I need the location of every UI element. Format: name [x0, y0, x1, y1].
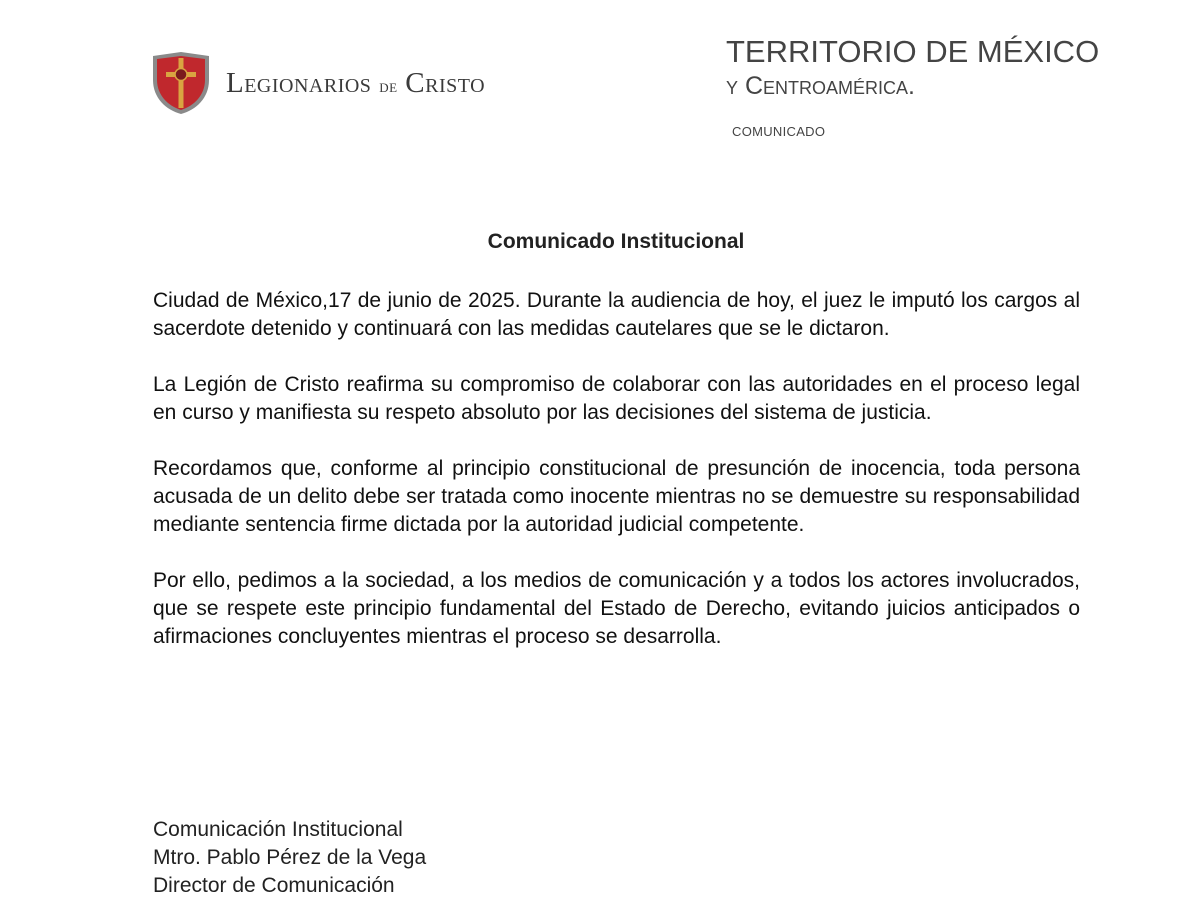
- document-title: Comunicado Institucional: [487, 230, 745, 253]
- territory-heading: [726, 34, 1099, 142]
- territory-line-2: y Centroamérica.: [726, 72, 915, 100]
- paragraph: La Legión de Cristo reafirma su compromiso de colaborar con las autoridades en el proceso legal en curso y manifiesta su respeto absoluto por las decisiones del sistema de justicia.: [153, 373, 1080, 424]
- document-body: [153, 287, 1080, 679]
- signature-department: Comunicación Institucional: [153, 818, 403, 841]
- territory-line-1: TERRITORIO DE MÉXICO: [726, 34, 1100, 69]
- shield-cross-icon: [150, 50, 212, 116]
- paragraph: Por ello, pedimos a la sociedad, a los medios de comunicación y a todos los actores involucrados, que se respete este principio fundamental del Estado de Derecho, evitando juicios anticipados o afirmaciones concluyentes mientras el proceso se desarrolla.: [153, 569, 1080, 648]
- paragraph: Recordamos que, conforme al principio constitucional de presunción de inocencia, toda persona acusada de un delito debe ser tratada como inocente mientras no se demuestre su responsabilidad mediante sentencia firme dictada por la autoridad judicial competente.: [153, 457, 1080, 536]
- document-type-label: comunicado: [732, 120, 826, 141]
- signature-position: Director de Comunicación: [153, 874, 395, 897]
- logo-wordmark: Legionarios de Cristo: [226, 66, 486, 99]
- signature-block: [153, 816, 426, 900]
- legion-logo: [150, 50, 485, 116]
- paragraph: Ciudad de México,17 de junio de 2025. Durante la audiencia de hoy, el juez le imputó los cargos al sacerdote detenido y continuará con las medidas cautelares que se le dictaron.: [153, 289, 1080, 340]
- signature-name: Mtro. Pablo Pérez de la Vega: [153, 846, 427, 869]
